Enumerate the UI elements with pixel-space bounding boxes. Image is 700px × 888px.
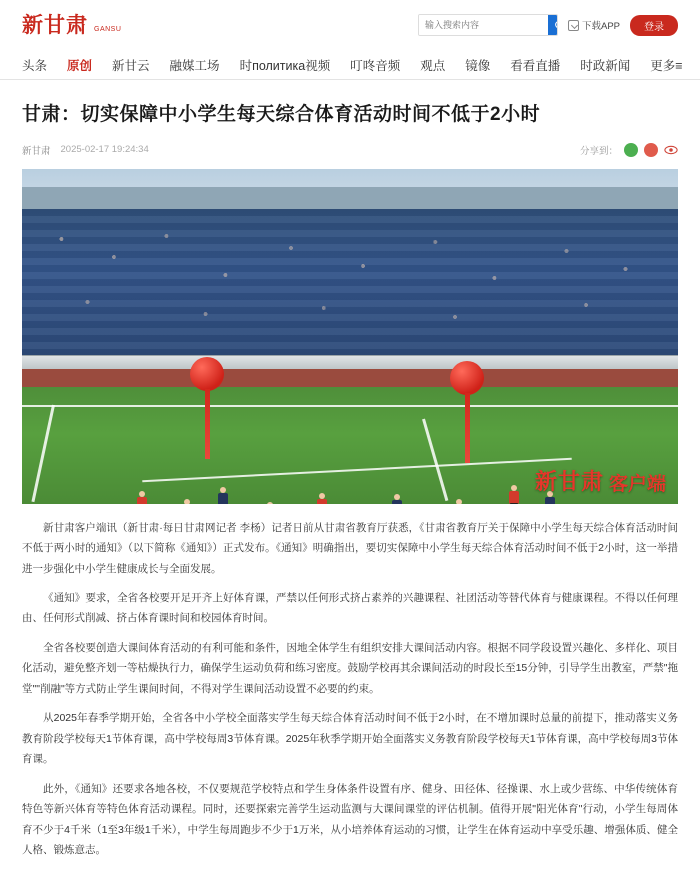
player-red-1 — [137, 491, 147, 504]
article-paragraph-1: 《通知》要求，全省各校要开足开齐上好体育课，严禁以任何形式挤占素养的兴趣课程、社团活动等替代体育与健康课程。不得以任何理由、任何形式削减、挤占体育课时间和校园体育时间。 — [22, 592, 678, 625]
player-red-5 — [454, 499, 464, 504]
player-red-2 — [182, 499, 192, 504]
article-paragraph-3: 从2025年春季学期开始，全省各中小学校全面落实学生每天综合体育活动时间不低于2小时，在不增加课时总量的前提下，推动落实义务教育阶段学校每天1节体育课，高中学校每周3节体育课。2025年秋季学期开始全面落实义务教育阶段学校每天1节体育课，高中学校每周3节体育课。 — [22, 712, 678, 766]
nav-item-5[interactable]: 叮咚音频 — [350, 58, 401, 73]
search-button[interactable] — [548, 15, 558, 35]
article-photo — [22, 169, 678, 504]
article-paragraph-0: 新甘肃客户端讯（新甘肃·每日甘肃网记者 李杨）记者日前从甘肃省教育厅获悉，《甘肃省教育厅关于保障中小学生每天综合体育活动时间不低于两小时的通知》（以下简称《通知》）正式发布。《通知》明确指出，要切实保障中小学生每天综合体育活动时间不低于2小时，这一举措进一步强化中小学生健康成长与全面发展。 — [22, 521, 678, 575]
article-meta — [22, 143, 678, 157]
nav-more-button[interactable]: 更多≡ — [650, 58, 683, 73]
site-logo-sub: GANSU — [94, 25, 122, 33]
watermark-logo: 新甘肃 — [534, 469, 604, 495]
weibo-icon[interactable] — [644, 143, 658, 157]
player-red-3 — [265, 502, 275, 504]
share-label: 分享到： — [579, 145, 618, 157]
photo-crowd-stands — [22, 209, 678, 359]
download-app-link[interactable] — [568, 18, 620, 32]
field-line-1 — [22, 405, 678, 407]
decoration-balloon-left — [190, 357, 224, 391]
article-container — [0, 102, 700, 888]
site-logo[interactable] — [22, 12, 122, 37]
player-red-6 — [509, 485, 519, 504]
site-logo-text: 新甘肃 — [22, 12, 88, 37]
share-bar — [580, 143, 678, 157]
search-box[interactable] — [418, 14, 558, 36]
eye-icon[interactable] — [664, 143, 678, 157]
main-nav — [0, 50, 700, 80]
player-red-4 — [317, 493, 327, 504]
decoration-balloon-right — [450, 361, 484, 395]
nav-item-9[interactable]: 时政新闻 — [580, 58, 631, 73]
top-bar-right — [418, 14, 678, 36]
download-icon — [568, 20, 579, 31]
nav-item-0[interactable]: 头条 — [22, 58, 48, 73]
nav-item-3[interactable]: 融媒工场 — [169, 58, 220, 73]
page-title: 甘肃：切实保障中小学生每天综合体育活动时间不低于2小时 — [22, 104, 541, 125]
search-input[interactable] — [419, 15, 548, 35]
nav-item-8[interactable]: 看看直播 — [510, 58, 561, 73]
top-bar — [0, 0, 700, 50]
article-paragraph-2: 全省各校要创造大课间体育活动的有利可能和条件，因地全体学生有组织安排大课间活动内容。根据不同学段设置兴趣化、多样化、项目化活动，避免整齐划一等枯燥执行力，确保学生运动负荷和练习密度。鼓励学校再其余课间活动的时段长至15分钟，引导学生出教室，严禁"拖堂""削融"等方式防止学生课间时间，不得对学生课间活动设置不必要的约束。 — [22, 641, 678, 695]
watermark-text: 客户端 — [608, 472, 666, 495]
nav-item-6[interactable]: 观点 — [420, 58, 446, 73]
photo-watermark — [535, 465, 666, 496]
article-body — [22, 504, 678, 888]
nav-item-4[interactable]: 时политика视频 — [239, 58, 331, 73]
article-timestamp: 2025-02-17 19:24:34 — [60, 144, 149, 156]
article-source: 新甘肃 — [22, 145, 51, 157]
nav-item-1[interactable]: 原创 — [67, 58, 93, 73]
player-navy-2 — [392, 494, 402, 504]
article-paragraph-4: 此外，《通知》还要求各地各校，不仅要规范学校特点和学生身体条件设置有序、健身、田径体、径操课、水上或少营练、中华传统体育特色等新兴体育等特色体育活动课程。同时，还要探索完善学生运动监测与大课间课堂的评估机制。值得开展"阳光体育"行动，小学生每周体育不少于4千米（1至3年级1千米），中学生每周跑步不少于1万米，从小培养体育运动的习惯，让学生在体育运动中享受乐趣、增强体质、健全人格、锻炼意志。 — [22, 782, 678, 857]
nav-item-2[interactable]: 新甘云 — [112, 58, 150, 73]
login-button[interactable]: 登录 — [630, 15, 678, 36]
search-icon — [554, 20, 558, 31]
wechat-icon[interactable] — [624, 143, 638, 157]
nav-item-7[interactable]: 镜像 — [465, 58, 491, 73]
player-navy-1 — [218, 487, 228, 504]
download-app-label: 下载APP — [581, 21, 620, 32]
